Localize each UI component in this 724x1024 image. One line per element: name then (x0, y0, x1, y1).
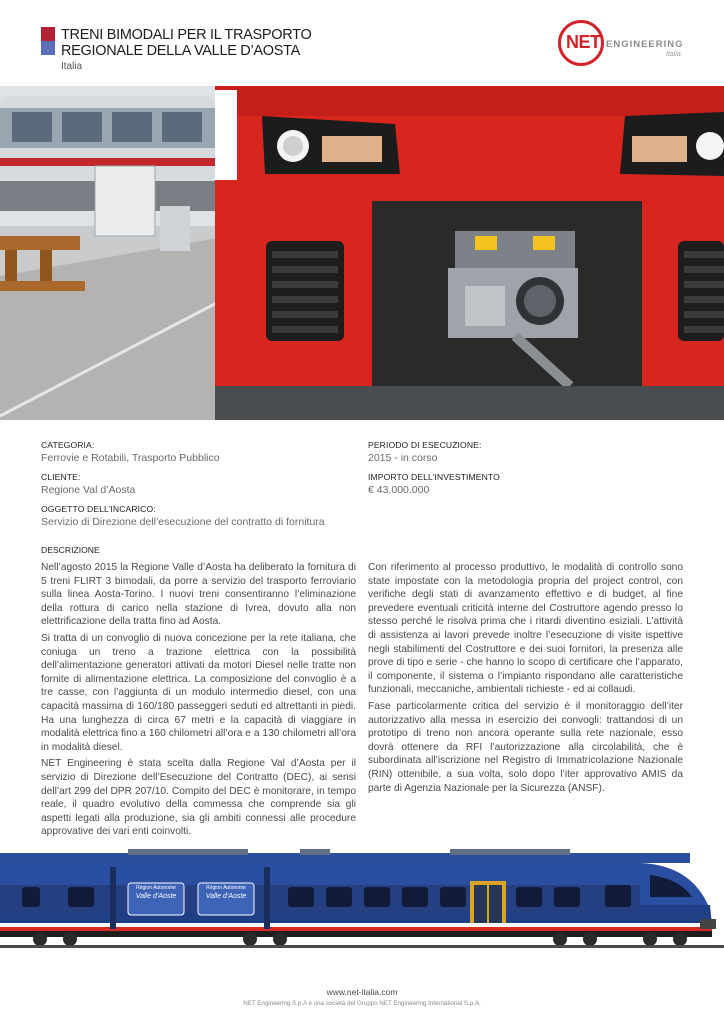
page-title: TRENI BIMODALI PER IL TRASPORTO REGIONALE DELLA VALLE D’AOSTA (61, 27, 312, 59)
description-paragraph: Fase particolarmente critica del servizio è il monitoraggio dell’iter autorizzativo alla messa in esercizio dei convogli: trattandosi di un prototipo di treno non ancora operante sulla rete nazionale, esso dovrà ottenere da RFI l’autorizzazione alla circolabilità, che è subordinata all’iscrizione nel Registro di Immatricolazione Nazionale (RIN) ottenibile, a sua volta, solo dopo l’iter approvativo AMIS da parte di Agenzia Nazionale per la Sicurezza (ANSF). (368, 700, 683, 794)
title-color-marker (41, 27, 55, 55)
categoria-label: CATEGORIA: (41, 440, 95, 450)
description-paragraph: Si tratta di un convoglio di nuova concezione per la rete italiana, che coniuga un treno a trazione elettrica con la possibilità dell’alimentazione generatori attivati da motori Diesel nelle tratte non fornite di alimentazione elettrica. La composizione del convoglio è a tre casse, con l’aggiunta di un modulo intermedio diesel, con una capacità massima di 160/180 passeggeri seduti ed altrettanti in piedi. Ha una lunghezza di circa 67 metri e la capacità di viaggiare in modalità elettrica fino a 160 chilometri all’ora e a 130 chilometri all’ora in modalità diesel. (41, 632, 356, 753)
net-engineering-logo (558, 20, 688, 66)
oggetto-value: Servizio di Direzione dell’esecuzione del contratto di fornitura (41, 516, 325, 528)
footer-company-note: NET Engineering S.p.A è una società del Gruppo NET Engineering International S.p.A. (243, 1000, 481, 1007)
project-meta-right (368, 440, 678, 504)
logo-engineering-text: ENGINEERING (606, 39, 684, 50)
livery-label-2: Valle d’Aoste (205, 893, 247, 900)
description-paragraph: NET Engineering è stata scelta dalla Regione Val d’Aosta per il servizio di Direzione dell’Esecuzione del Contratto (DEC), ai sensi dell’art 299 del DPR 207/10. Compito del DEC è monitorare, in tempo reale, il quadro evolutivo della commessa che comprende sia gli aspetti legati alla produzione, sia gli ambiti connessi alle procedure approvative dei vari enti coinvolti. (41, 758, 356, 838)
livery-label-1: Valle d’Aoste (135, 893, 177, 900)
livery-region-small-1: Région Autonome (136, 885, 176, 891)
project-meta-left (41, 440, 351, 536)
cliente-value: Regione Val d’Aosta (41, 484, 136, 496)
periodo-label: PERIODO DI ESECUZIONE: (368, 440, 482, 450)
importo-value: € 43.000.000 (368, 484, 430, 496)
page-subtitle: Italia (61, 61, 83, 72)
oggetto-label: OGGETTO DELL’INCARICO: (41, 504, 156, 514)
description-column-right (368, 561, 683, 798)
periodo-value: 2015 - in corso (368, 452, 438, 464)
hero-photo-train-coupler (0, 86, 724, 420)
descrizione-label: DESCRIZIONE (41, 545, 100, 555)
train-front-illustration (0, 86, 724, 420)
footer-website-link[interactable]: www.net-italia.com (326, 987, 398, 997)
train-side-illustration (0, 845, 724, 950)
livery-region-small-2: Région Autonome (206, 885, 246, 891)
cliente-label: CLIENTE: (41, 472, 81, 482)
description-paragraph: Con riferimento al processo produttivo, le modalità di controllo sono state impostate con la metodologia propria del project control, con verifiche degli stati di avanzamento effettivo e di budget, al fine prevedere eventuali criticità interne del Costruttore agendo presso lo stesso perché le risolva prima che i ritardi diventino esiziali. L’attività di assistenza ai lavori prevede inoltre l’esecuzione di visite ispettive negli stabilimenti del Costruttore e dei suoi fornitori, la presenza alle prove di tipo e serie - che hanno lo scopo di certificare che l’apparato, il componente, il sistema o l’impianto rispondano alle caratteristiche funzionali, meccaniche, ambientali richieste - ed ai collaudi. (368, 562, 683, 696)
categoria-value: Ferrovie e Rotabili, Trasporto Pubblico (41, 452, 220, 464)
description-column-left (41, 561, 356, 842)
page-header (0, 0, 724, 86)
logo-italia-text: Italia (666, 51, 681, 58)
flirt-train-side-view (0, 845, 724, 950)
logo-net-text: NET (566, 32, 601, 52)
description-paragraph: Nell’agosto 2015 la Regione Valle d’Aosta ha deliberato la fornitura di 5 treni FLIRT 3 bimodali, da porre a servizio del trasporto ferroviario sulla linea Aosta-Torino. I nuovi treni consentiranno l’eliminazione della rottura di carico nella stazione di Ivrea, dovuto alla non elettrificazione della tratta fino ad Aosta. (41, 562, 356, 628)
importo-label: IMPORTO DELL’INVESTIMENTO (368, 472, 500, 482)
